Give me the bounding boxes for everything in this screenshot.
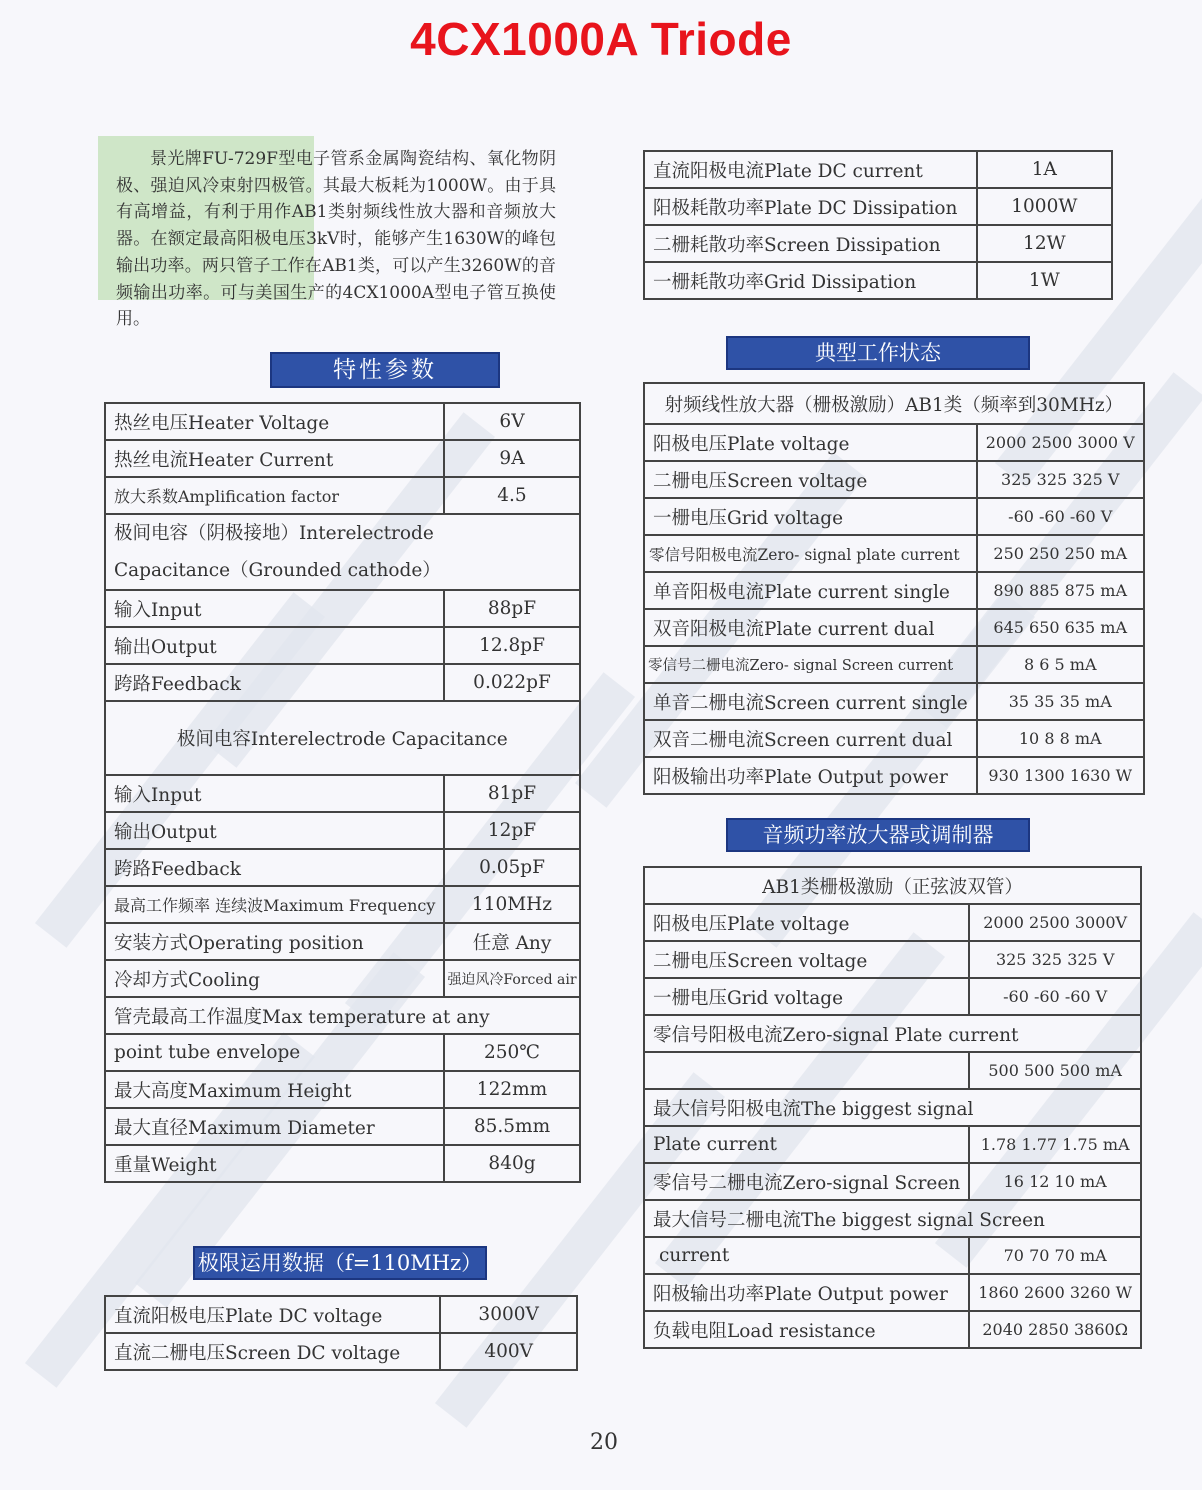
table-row	[644, 535, 1144, 572]
table-row	[105, 477, 580, 514]
param-label: 单音阳极电流Plate current single	[644, 572, 977, 609]
param-label: 二栅耗散功率Screen Dissipation	[644, 225, 977, 262]
table-row	[105, 923, 580, 960]
param-value: 110MHz	[444, 886, 579, 923]
param-label: 零信号阳极电流Zero-signal Plate current	[644, 1015, 1141, 1052]
table-row	[644, 498, 1144, 535]
param-value: 12.8pF	[444, 627, 579, 664]
table-row	[105, 627, 580, 664]
param-value: 2040 2850 3860Ω	[969, 1311, 1141, 1348]
param-label: 管壳最高工作温度Max temperature at any	[105, 997, 580, 1034]
param-value: 122mm	[444, 1071, 579, 1108]
param-value: 12pF	[444, 812, 579, 849]
param-value: 325 325 325 V	[977, 461, 1144, 498]
table-row	[105, 1034, 580, 1071]
param-value: 0.022pF	[444, 664, 579, 701]
audio-banner-text: 音频功率放大器或调制器	[762, 823, 994, 847]
rf-table	[643, 382, 1145, 795]
param-label: 一栅耗散功率Grid Dissipation	[644, 262, 977, 299]
table-row	[105, 514, 580, 590]
param-value: 400V	[440, 1333, 577, 1370]
param-value: 1W	[977, 262, 1112, 299]
param-label: 阳极电压Plate voltage	[644, 424, 977, 461]
param-label: 跨路Feedback	[105, 849, 444, 886]
param-label: 直流阳极电压Plate DC voltage	[105, 1296, 440, 1333]
param-label: 双音阳极电流Plate current dual	[644, 609, 977, 646]
table-row	[105, 590, 580, 627]
page-number: 20	[590, 1430, 618, 1455]
table-row	[105, 403, 580, 440]
limits-table-left	[104, 1295, 578, 1371]
table-row	[644, 720, 1144, 757]
table-row	[644, 572, 1144, 609]
param-value: 35 35 35 mA	[977, 683, 1144, 720]
table-row	[105, 886, 580, 923]
param-value: 6V	[444, 403, 579, 440]
param-value: 930 1300 1630 W	[977, 757, 1144, 794]
param-label: 冷却方式Cooling	[105, 960, 444, 997]
param-label: 直流阳极电流Plate DC current	[644, 151, 977, 188]
param-value: 1860 2600 3260 W	[969, 1274, 1141, 1311]
param-label: 零信号二栅电流Zero-signal Screen	[644, 1163, 969, 1200]
intro-paragraph: 景光牌FU-729F型电子管系金属陶瓷结构、氧化物阴极、强迫风冷束射四极管。其最大板耗为1000W。由于具有高增益，有利于用作AB1类射频线性放大器和音频放大器。在额定最高阳极电压3kV时，能够产生1630W的峰包输出功率。两只管子工作在AB1类，可以产生3260W的音频输出功率。可与美国生产的4CX1000A型电子管互换使用。	[116, 149, 556, 330]
param-value: 85.5mm	[444, 1108, 579, 1145]
table-row	[644, 262, 1112, 299]
param-label: 一栅电压Grid voltage	[644, 498, 977, 535]
param-label: 阳极电压Plate voltage	[644, 904, 969, 941]
param-label: 最大高度Maximum Height	[105, 1071, 444, 1108]
limits-banner-text: 极限运用数据（f=110MHz）	[197, 1251, 483, 1275]
table-row	[644, 461, 1144, 498]
table-row	[105, 1145, 580, 1182]
param-label: Plate current	[644, 1126, 969, 1163]
limits-banner	[193, 1246, 487, 1280]
param-value: 4.5	[444, 477, 579, 514]
param-value: -60 -60 -60 V	[969, 978, 1141, 1015]
table-row	[644, 1126, 1141, 1163]
param-value: 9A	[444, 440, 579, 477]
param-label: 最大信号阳极电流The biggest signal	[644, 1089, 1141, 1126]
param-value: 250 250 250 mA	[977, 535, 1144, 572]
param-label: 跨路Feedback	[105, 664, 444, 701]
param-label: current	[644, 1237, 969, 1274]
table-row	[105, 440, 580, 477]
param-label: 输入Input	[105, 775, 444, 812]
table-row	[105, 849, 580, 886]
table-row	[644, 683, 1144, 720]
param-label: 最大信号二栅电流The biggest signal Screen	[644, 1200, 1141, 1237]
table-row	[644, 1237, 1141, 1274]
param-value: 500 500 500 mA	[969, 1052, 1141, 1089]
table-row	[105, 1108, 580, 1145]
param-value: 3000V	[440, 1296, 577, 1333]
empty-cell	[644, 1052, 969, 1089]
table-row	[644, 978, 1141, 1015]
audio-banner	[726, 818, 1030, 852]
param-label: 零信号二栅电流Zero- signal Screen current	[644, 646, 977, 683]
characteristics-banner-text: 特性参数	[333, 357, 437, 383]
characteristics-table	[104, 402, 581, 1183]
param-value: 2000 2500 3000V	[969, 904, 1141, 941]
table-row	[644, 151, 1112, 188]
table-row	[105, 1333, 577, 1370]
param-value: 12W	[977, 225, 1112, 262]
param-label: 零信号阳极电流Zero- signal plate current	[644, 535, 977, 572]
param-label: 输出Output	[105, 627, 444, 664]
param-value: 1000W	[977, 188, 1112, 225]
table-row	[644, 757, 1144, 794]
param-label: 一栅电压Grid voltage	[644, 978, 969, 1015]
param-value: 81pF	[444, 775, 579, 812]
capacitance-title: 极间电容Interelectrode Capacitance	[105, 701, 580, 775]
capacitance-grounded-title: 极间电容（阴极接地）Interelectrode Capacitance（Grounded cathode）	[105, 514, 580, 590]
table-row	[644, 383, 1144, 424]
rf-header: 射频线性放大器（栅极激励）AB1类（频率到30MHz）	[644, 383, 1144, 424]
table-row	[644, 1200, 1141, 1237]
table-row	[105, 1296, 577, 1333]
param-value: 88pF	[444, 590, 579, 627]
table-row	[105, 664, 580, 701]
param-label: 阳极输出功率Plate Output power	[644, 757, 977, 794]
typical-banner	[726, 336, 1030, 370]
table-row	[644, 867, 1141, 904]
param-value: 8 6 5 mA	[977, 646, 1144, 683]
table-row	[644, 424, 1144, 461]
param-label: 输出Output	[105, 812, 444, 849]
param-value: 10 8 8 mA	[977, 720, 1144, 757]
table-row	[644, 188, 1112, 225]
table-row	[105, 775, 580, 812]
param-label: 最高工作频率 连续波Maximum Frequency	[105, 886, 444, 923]
table-row	[644, 941, 1141, 978]
param-label: 双音二栅电流Screen current dual	[644, 720, 977, 757]
param-label: 热丝电压Heater Voltage	[105, 403, 444, 440]
table-row	[644, 1089, 1141, 1126]
table-row	[644, 904, 1141, 941]
param-label: 重量Weight	[105, 1145, 444, 1182]
table-row	[644, 1163, 1141, 1200]
param-label: 放大系数Amplification factor	[105, 477, 444, 514]
param-value: 强迫风冷Forced air	[444, 960, 579, 997]
table-row	[105, 812, 580, 849]
table-row	[644, 1311, 1141, 1348]
param-value: 16 12 10 mA	[969, 1163, 1141, 1200]
param-value: 645 650 635 mA	[977, 609, 1144, 646]
document-title: 4CX1000A Triode	[410, 13, 792, 65]
param-value: 840g	[444, 1145, 579, 1182]
param-label: 热丝电流Heater Current	[105, 440, 444, 477]
table-row	[105, 997, 580, 1034]
param-label: 二栅电压Screen voltage	[644, 941, 969, 978]
param-value: 1A	[977, 151, 1112, 188]
param-label: 最大直径Maximum Diameter	[105, 1108, 444, 1145]
param-label: 阳极耗散功率Plate DC Dissipation	[644, 188, 977, 225]
table-row	[105, 1071, 580, 1108]
param-label: 直流二栅电压Screen DC voltage	[105, 1333, 440, 1370]
param-label: point tube envelope	[105, 1034, 444, 1071]
table-row	[644, 609, 1144, 646]
param-value: 70 70 70 mA	[969, 1237, 1141, 1274]
typical-banner-text: 典型工作状态	[815, 341, 941, 365]
param-value: -60 -60 -60 V	[977, 498, 1144, 535]
table-row	[644, 1052, 1141, 1089]
table-row	[644, 1015, 1141, 1052]
characteristics-banner	[270, 352, 500, 388]
table-row	[644, 646, 1144, 683]
table-row	[644, 1274, 1141, 1311]
param-value: 0.05pF	[444, 849, 579, 886]
param-label: 安装方式Operating position	[105, 923, 444, 960]
audio-header: AB1类栅极激励（正弦波双管）	[644, 867, 1141, 904]
param-label: 负载电阻Load resistance	[644, 1311, 969, 1348]
param-label: 输入Input	[105, 590, 444, 627]
param-value: 2000 2500 3000 V	[977, 424, 1144, 461]
param-label: 二栅电压Screen voltage	[644, 461, 977, 498]
table-row	[644, 225, 1112, 262]
param-value: 890 885 875 mA	[977, 572, 1144, 609]
param-value: 1.78 1.77 1.75 mA	[969, 1126, 1141, 1163]
audio-table	[643, 866, 1142, 1349]
param-label: 阳极输出功率Plate Output power	[644, 1274, 969, 1311]
param-value: 325 325 325 V	[969, 941, 1141, 978]
param-value: 250℃	[444, 1034, 579, 1071]
table-row	[105, 701, 580, 775]
table-row	[105, 960, 580, 997]
param-value: 任意 Any	[444, 923, 579, 960]
param-label: 单音二栅电流Screen current single	[644, 683, 977, 720]
limits-table-right	[643, 150, 1113, 300]
